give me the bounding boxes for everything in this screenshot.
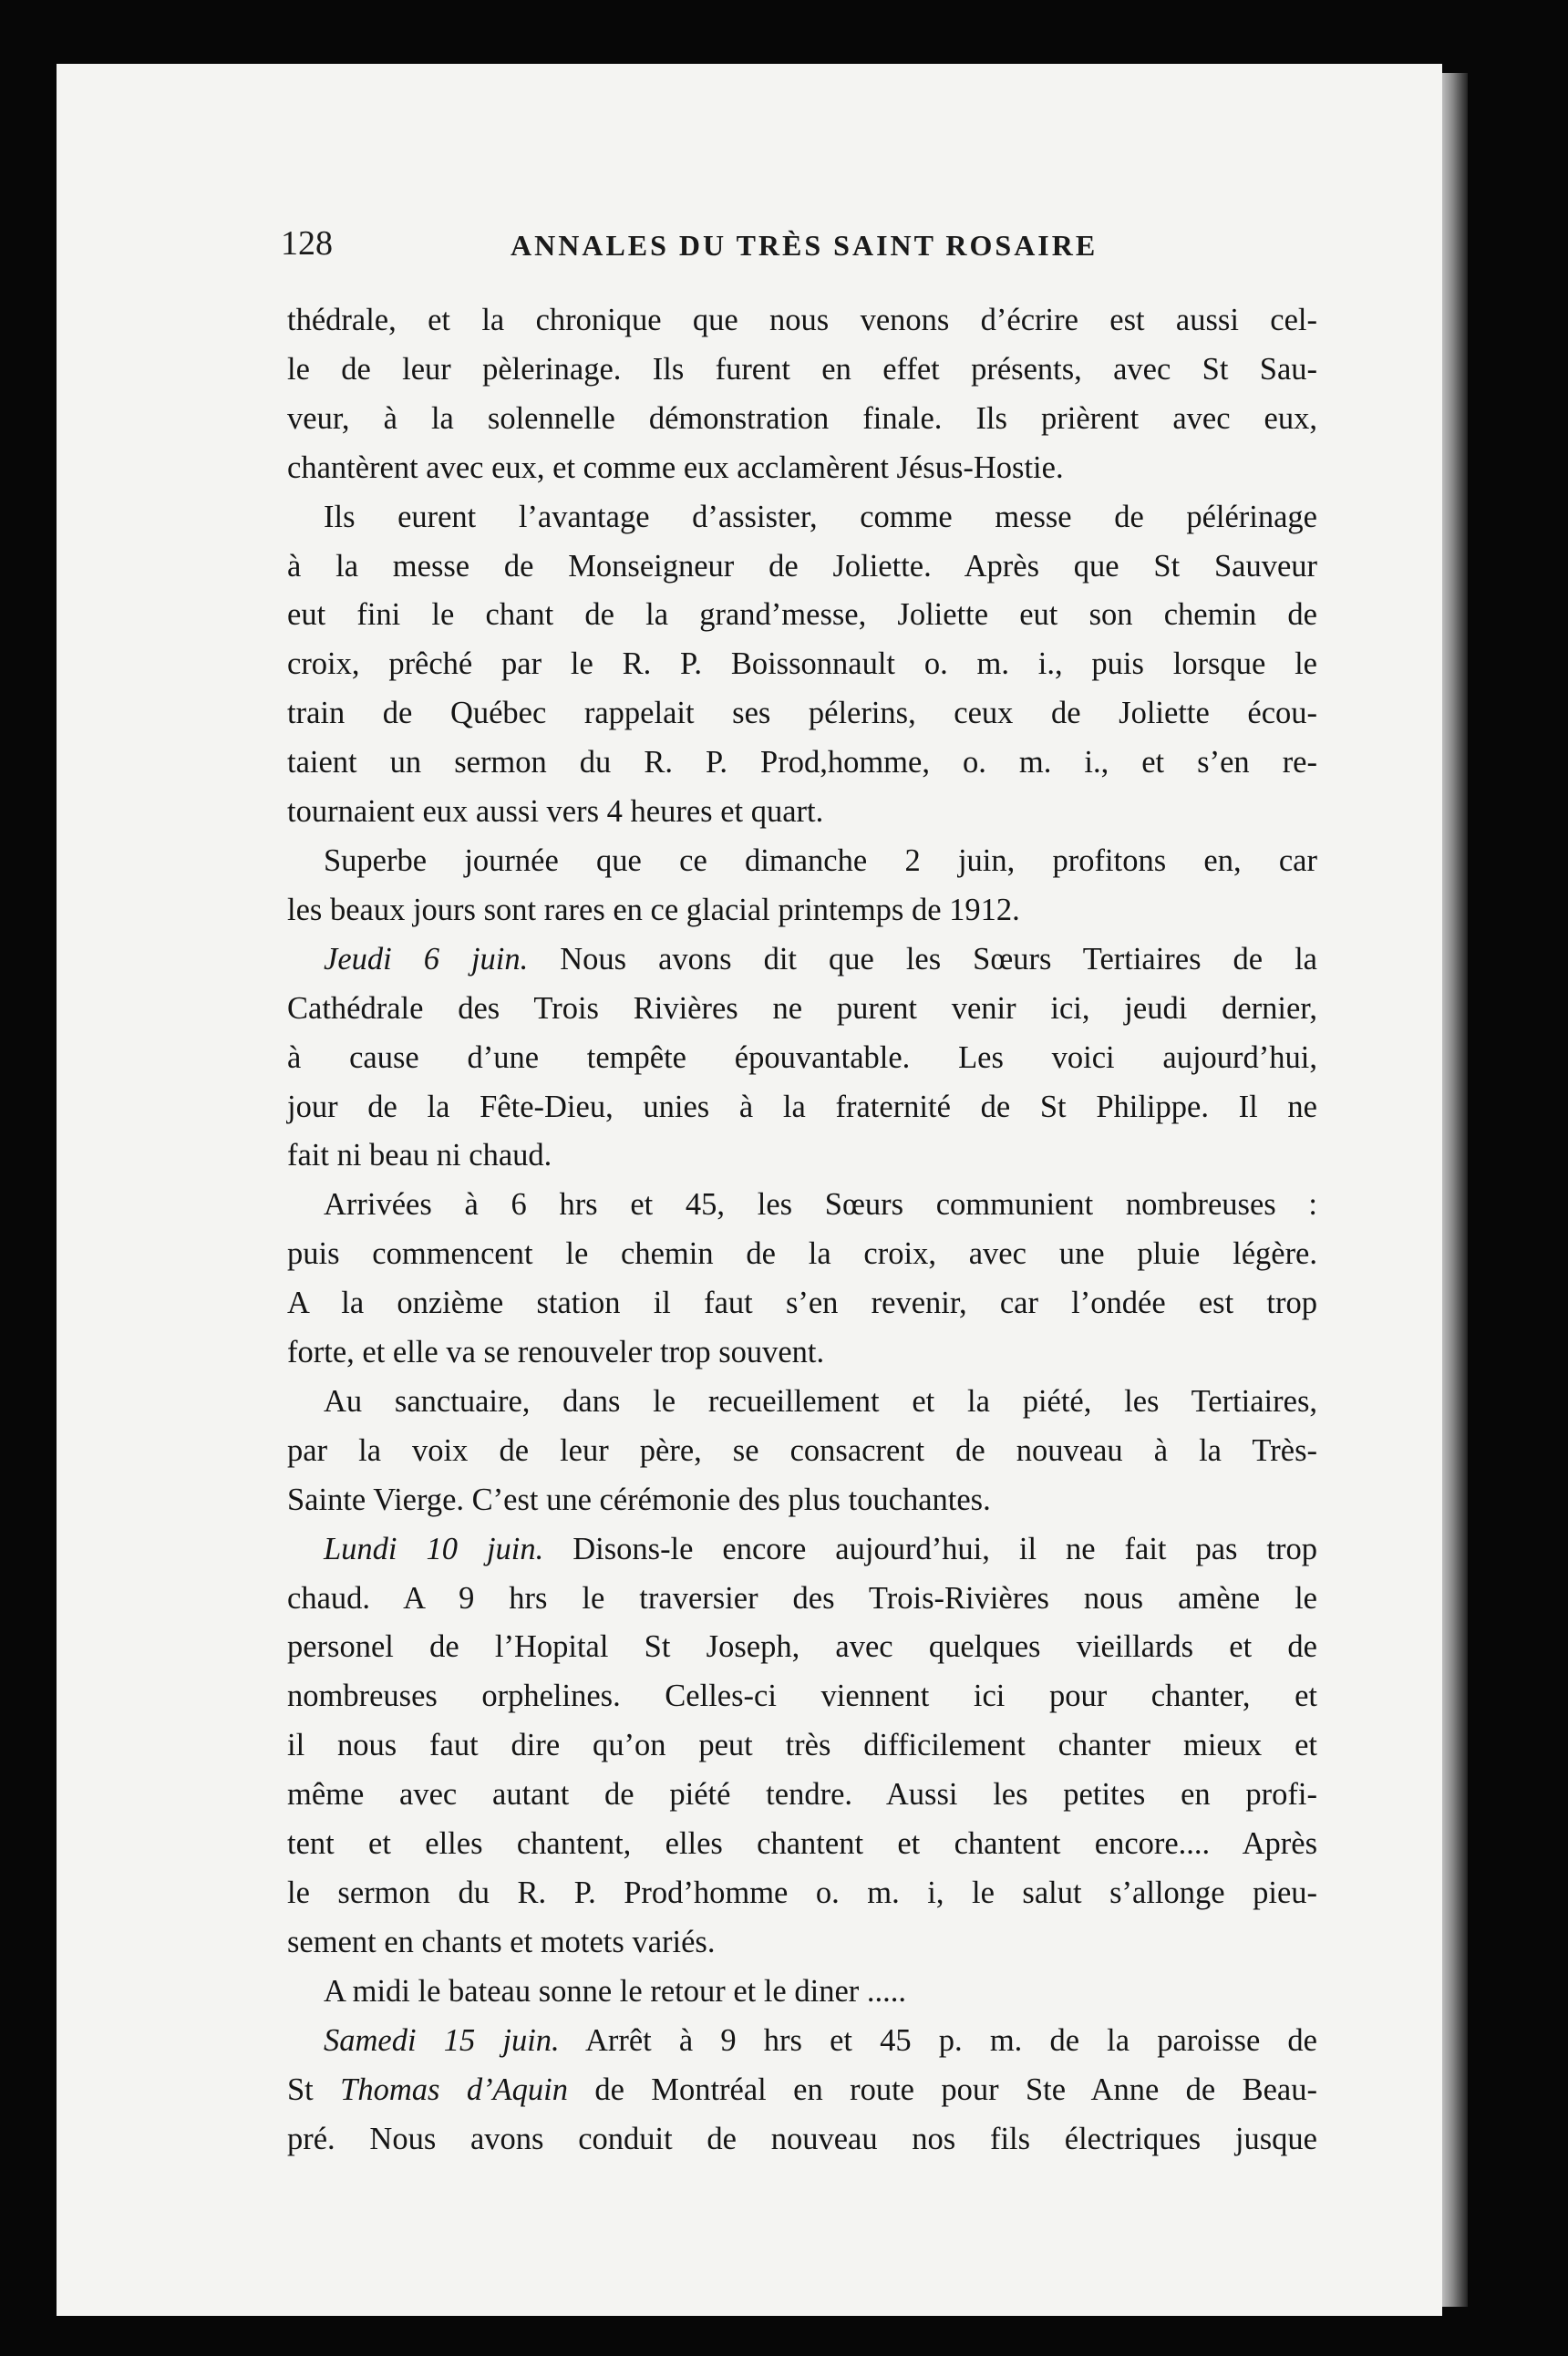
text-line [287,985,1317,1034]
line-text: Nous avons dit que les Sœurs Tertiaires de la [528,941,1317,976]
line-text: sement en chants et motets variés. [287,1924,716,1959]
line-text: thédrale, et la chronique que nous venons d’écrire est aussi cel- [287,303,1317,337]
line-text: croix, prêché par le R. P. Boissonnault o. m. i., puis lorsque le [287,646,1317,682]
date-heading: Lundi 10 juin. [324,1531,544,1566]
text-line [287,2017,1317,2066]
line-text: Sainte Vierge. C’est une cérémonie des plus touchantes. [287,1482,991,1517]
text-line [287,1230,1317,1279]
line-text: fait ni beau ni chaud. [287,1138,552,1173]
line-text: personel de l’Hopital St Joseph, avec quelques vieillards et de [287,1629,1317,1665]
text-line [287,640,1317,689]
text-line [287,1181,1317,1230]
line-text: même avec autant de piété tendre. Aussi les petites en profi- [287,1777,1317,1813]
running-title: ANNALES DU TRÈS SAINT ROSAIRE [511,229,1099,262]
text-line [287,1575,1317,1624]
date-heading: Jeudi 6 juin. [324,941,529,976]
line-text: A midi le bateau sonne le retour et le diner ..... [324,1973,907,2009]
text-line [287,788,1317,837]
text-line [287,395,1317,444]
line-text: St [287,2072,341,2107]
text-line [287,1869,1317,1918]
text-line [287,1034,1317,1083]
line-text: jour de la Fête-Dieu, unies à la fraternité de St Philippe. Il ne [287,1089,1317,1124]
text-line [287,739,1317,788]
line-text: le sermon du R. P. Prod’homme o. m. i, le salut s’allonge pieu- [287,1876,1317,1910]
text-line [287,1132,1317,1181]
page-number: 128 [281,224,333,263]
line-text: tournaient eux aussi vers 4 heures et quart. [287,794,824,830]
text-line [287,1083,1317,1132]
line-text: Superbe journée que ce dimanche 2 juin, profitons en, car [324,842,1317,878]
line-text: chaud. A 9 hrs le traversier des Trois-Rivières nous amène le [287,1580,1317,1616]
text-line [287,1771,1317,1820]
page-header [228,223,1313,269]
page-edge-shadow [1442,73,1468,2307]
line-text: Arrêt à 9 hrs et 45 p. m. de la paroisse de [559,2022,1317,2058]
line-text: Disons-le encore aujourd’hui, il ne fait pas trop [543,1531,1317,1566]
italic-name: Thomas d’Aquin [340,2072,568,2107]
text-line [287,346,1317,395]
line-text: puis commencent le chemin de la croix, avec une pluie légère. [287,1236,1317,1272]
text-line [287,493,1317,542]
text-line [287,1721,1317,1771]
line-text: les beaux jours sont rares en ce glacial printemps de 1912. [287,892,1020,927]
text-line [287,1623,1317,1672]
line-text: chantèrent avec eux, et comme eux acclamèrent Jésus-Hostie. [287,450,1064,485]
text-line [287,1279,1317,1328]
line-text: il nous faut dire qu’on peut très difficilement chanter mieux et [287,1728,1317,1763]
line-text: à la messe de Monseigneur de Joliette. Après que St Sauveur [287,548,1317,584]
text-line [287,1968,1317,2017]
line-text: tent et elles chantent, elles chantent et chantent encore.... Après [287,1826,1317,1862]
text-line [287,1427,1317,1476]
text-line [287,886,1317,935]
text-line [287,591,1317,640]
text-line [287,1476,1317,1525]
text-line [287,2115,1317,2165]
text-line [287,837,1317,886]
line-text: veur, à la solennelle démonstration finale. Ils prièrent avec eux, [287,400,1317,436]
line-text: taient un sermon du R. P. Prod,homme, o. m. i., et s’en re- [287,745,1317,780]
text-line [287,1918,1317,1968]
line-text: Au sanctuaire, dans le recueillement et la piété, les Tertiaires, [324,1383,1317,1419]
text-line [287,1328,1317,1378]
line-text: pré. Nous avons conduit de nouveau nos fils électriques jusque [287,2121,1317,2156]
text-line [287,689,1317,739]
text-line [287,1378,1317,1427]
text-line [287,935,1317,985]
body-text [287,296,1317,2164]
text-line [287,296,1317,346]
text-line [287,1672,1317,1721]
line-text: Arrivées à 6 hrs et 45, les Sœurs communient nombreuses : [324,1187,1317,1223]
line-text: à cause d’une tempête épouvantable. Les voici aujourd’hui, [287,1039,1317,1075]
line-text: A la onzième station il faut s’en revenir, car l’ondée est trop [287,1286,1317,1321]
line-text: par la voix de leur père, se consacrent de nouveau à la Très- [287,1432,1317,1468]
text-line [287,2066,1317,2115]
text-line [287,542,1317,592]
line-text: Ils eurent l’avantage d’assister, comme messe de pélérinage [324,499,1317,534]
line-text: forte, et elle va se renouveler trop souvent. [287,1335,825,1370]
date-heading: Samedi 15 juin. [324,2022,560,2058]
text-line [287,1820,1317,1869]
line-text: Cathédrale des Trois Rivières ne purent venir ici, jeudi dernier, [287,990,1317,1026]
line-text: le de leur pèlerinage. Ils furent en effet présents, avec St Sau- [287,351,1317,387]
text-line [287,444,1317,493]
line-text: nombreuses orphelines. Celles-ci viennent ici pour chanter, et [287,1679,1317,1714]
text-line [287,1525,1317,1575]
line-text: de Montréal en route pour Ste Anne de Beau- [567,2072,1317,2107]
line-text: eut fini le chant de la grand’messe, Joliette eut son chemin de [287,597,1317,633]
line-text: train de Québec rappelait ses pélerins, ceux de Joliette écou- [287,696,1317,731]
